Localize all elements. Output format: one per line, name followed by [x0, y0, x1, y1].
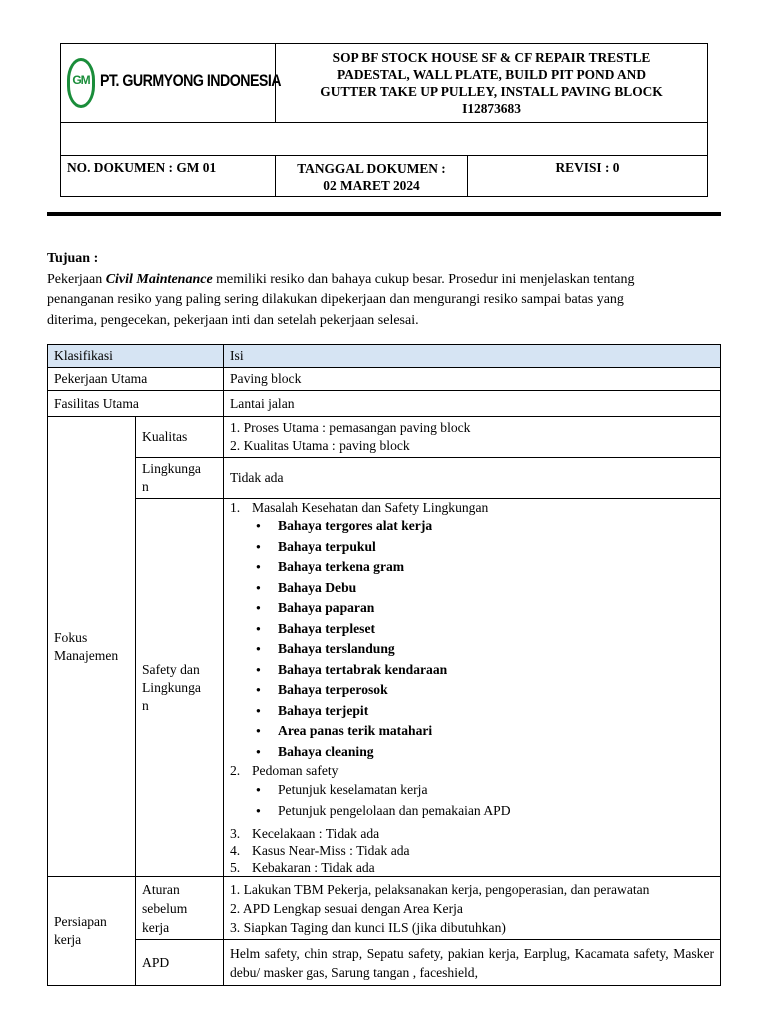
- list-item: 2. Kualitas Utama : paving block: [230, 438, 410, 453]
- hazard-list: [230, 516, 714, 762]
- list-text: Kebakaran : Tidak ada: [252, 860, 375, 875]
- label-line: Lingkunga: [142, 679, 201, 695]
- list-item: [230, 762, 714, 779]
- title-line: SOP BF STOCK HOUSE SF & CF REPAIR TRESTLE: [332, 50, 651, 65]
- safety-content: [224, 499, 721, 877]
- row-label-fasilitas-utama: Fasilitas Utama: [48, 391, 224, 417]
- list-text: Kasus Near-Miss : Tidak ada: [252, 843, 410, 858]
- label-line: Aturan: [142, 881, 180, 897]
- purpose-emphasis: Civil Maintenance: [105, 271, 213, 287]
- purpose-line-3: diterima, pengecekan, pekerjaan inti dan setelah pekerjaan selesai.: [47, 312, 419, 328]
- label-line: n: [142, 697, 149, 713]
- column-header-isi: Isi: [224, 345, 721, 368]
- list-item: [230, 499, 714, 516]
- table-row: [48, 940, 721, 986]
- guide-item: ● Petunjuk pengelolaan dan pemakaian APD: [278, 800, 714, 821]
- list-number: 1.: [230, 500, 241, 515]
- company-name: PT. GURMYONG INDONESIA: [100, 72, 282, 90]
- apd-value: Helm safety, chin strap, Sepatu safety, pakian kerja, Earplug, Kacamata safety, Masker debu/ masker gas, Sarung tangan , faceshield,: [224, 940, 721, 986]
- company-logo: [67, 58, 282, 108]
- logo-cell: [61, 44, 282, 122]
- row-value-fasilitas-utama: Lantai jalan: [224, 391, 721, 417]
- hazard-item: ● Bahaya terslandung: [278, 639, 714, 660]
- document-title: [276, 44, 707, 122]
- lingkungan-value: Tidak ada: [224, 458, 721, 499]
- purpose-line-1: [47, 270, 727, 291]
- sub-label-safety: [136, 499, 224, 877]
- list-text: Masalah Kesehatan dan Safety Lingkungan: [252, 500, 489, 515]
- label-line: Fokus: [54, 629, 88, 645]
- label-line: Manajemen: [54, 647, 119, 663]
- list-item: [230, 825, 714, 842]
- kualitas-content: [224, 417, 721, 458]
- title-line: PADESTAL, WALL PLATE, BUILD PIT POND AND: [336, 67, 647, 82]
- label-line: Persiapan: [54, 914, 107, 929]
- label-line: n: [142, 479, 149, 494]
- list-item: 3. Siapkan Taging dan kunci ILS (jika dibutuhkan): [230, 919, 506, 935]
- purpose-line-1-rest: memiliki resiko dan bahaya cukup besar. Prosedur ini menjelaskan tentang: [212, 271, 635, 287]
- guide-list: [230, 779, 714, 821]
- list-number: 4.: [230, 843, 241, 858]
- sub-label-lingkungan: [136, 458, 224, 499]
- hazard-item: ● Bahaya cleaning: [278, 742, 714, 763]
- list-number: 2.: [230, 763, 241, 778]
- column-header-klasifikasi: Klasifikasi: [48, 345, 224, 368]
- table-row: [48, 877, 721, 940]
- table-header-row: [48, 345, 721, 368]
- purpose-section: [47, 249, 727, 331]
- purpose-line-2: penanganan resiko yang paling sering dilakukan dipekerjaan dan mengurangi resiko sampai batas yang: [47, 292, 624, 307]
- table-row: [48, 499, 721, 877]
- hazard-item: ● Bahaya terperosok: [278, 680, 714, 701]
- logo-mark: GM: [72, 73, 90, 87]
- title-line: I12873683: [462, 101, 521, 116]
- date-value: 02 MARET 2024: [323, 178, 420, 193]
- hazard-item: ● Bahaya terjepit: [278, 701, 714, 722]
- document-header: [60, 43, 708, 197]
- table-row: [48, 458, 721, 499]
- table-row: [48, 391, 721, 417]
- table-row: [48, 368, 721, 391]
- row-label-fokus-manajemen: [48, 417, 136, 877]
- header-blank-row: [61, 122, 707, 156]
- row-label-persiapan-kerja: [48, 877, 136, 986]
- document-number: NO. DOKUMEN : GM 01: [61, 156, 276, 196]
- label-line: sebelum: [142, 900, 188, 916]
- hazard-item: ● Area panas terik matahari: [278, 721, 714, 742]
- date-label: TANGGAL DOKUMEN :: [297, 161, 446, 176]
- gm-logo-icon: [67, 58, 95, 108]
- hazard-item: ● Bahaya terkena gram: [278, 557, 714, 578]
- label-line: kerja: [142, 919, 170, 935]
- header-meta-row: [61, 156, 707, 196]
- list-number: 5.: [230, 860, 241, 875]
- sub-label-kualitas: Kualitas: [136, 417, 224, 458]
- list-item: 1. Proses Utama : pemasangan paving block: [230, 420, 471, 435]
- sub-label-aturan: [136, 877, 224, 940]
- list-item: 2. APD Lengkap sesuai dengan Area Kerja: [230, 900, 463, 916]
- document-date: [276, 156, 468, 196]
- list-number: 3.: [230, 826, 241, 841]
- title-line: GUTTER TAKE UP PULLEY, INSTALL PAVING BLOCK: [320, 84, 663, 99]
- hazard-item: ● Bahaya tergores alat kerja: [278, 516, 714, 537]
- hazard-item: ● Bahaya tertabrak kendaraan: [278, 660, 714, 681]
- aturan-content: [224, 877, 721, 940]
- document-revision: REVISI : 0: [555, 160, 620, 175]
- hazard-item: ● Bahaya terpukul: [278, 537, 714, 558]
- sub-label-apd: APD: [136, 940, 224, 986]
- hazard-item: ● Bahaya Debu: [278, 578, 714, 599]
- list-text: Kecelakaan : Tidak ada: [252, 826, 380, 841]
- list-text: Pedoman safety: [252, 763, 339, 778]
- list-item: [230, 859, 714, 876]
- row-label-pekerjaan-utama: Pekerjaan Utama: [48, 368, 224, 391]
- label-line: Safety dan: [142, 661, 200, 677]
- table-row: [48, 417, 721, 458]
- row-value-pekerjaan-utama: Paving block: [224, 368, 721, 391]
- label-line: kerja: [54, 932, 82, 947]
- header-divider: [47, 212, 721, 216]
- sop-table: [47, 344, 721, 986]
- guide-item: ● Petunjuk keselamatan kerja: [278, 779, 714, 800]
- hazard-item: ● Bahaya terpleset: [278, 619, 714, 640]
- hazard-item: ● Bahaya paparan: [278, 598, 714, 619]
- list-item: [230, 842, 714, 859]
- label-line: Lingkunga: [142, 461, 201, 476]
- purpose-heading: Tujuan :: [47, 251, 99, 266]
- purpose-prefix: Pekerjaan: [47, 271, 106, 287]
- list-item: 1. Lakukan TBM Pekerja, pelaksanakan kerja, pengoperasian, dan perawatan: [230, 881, 650, 897]
